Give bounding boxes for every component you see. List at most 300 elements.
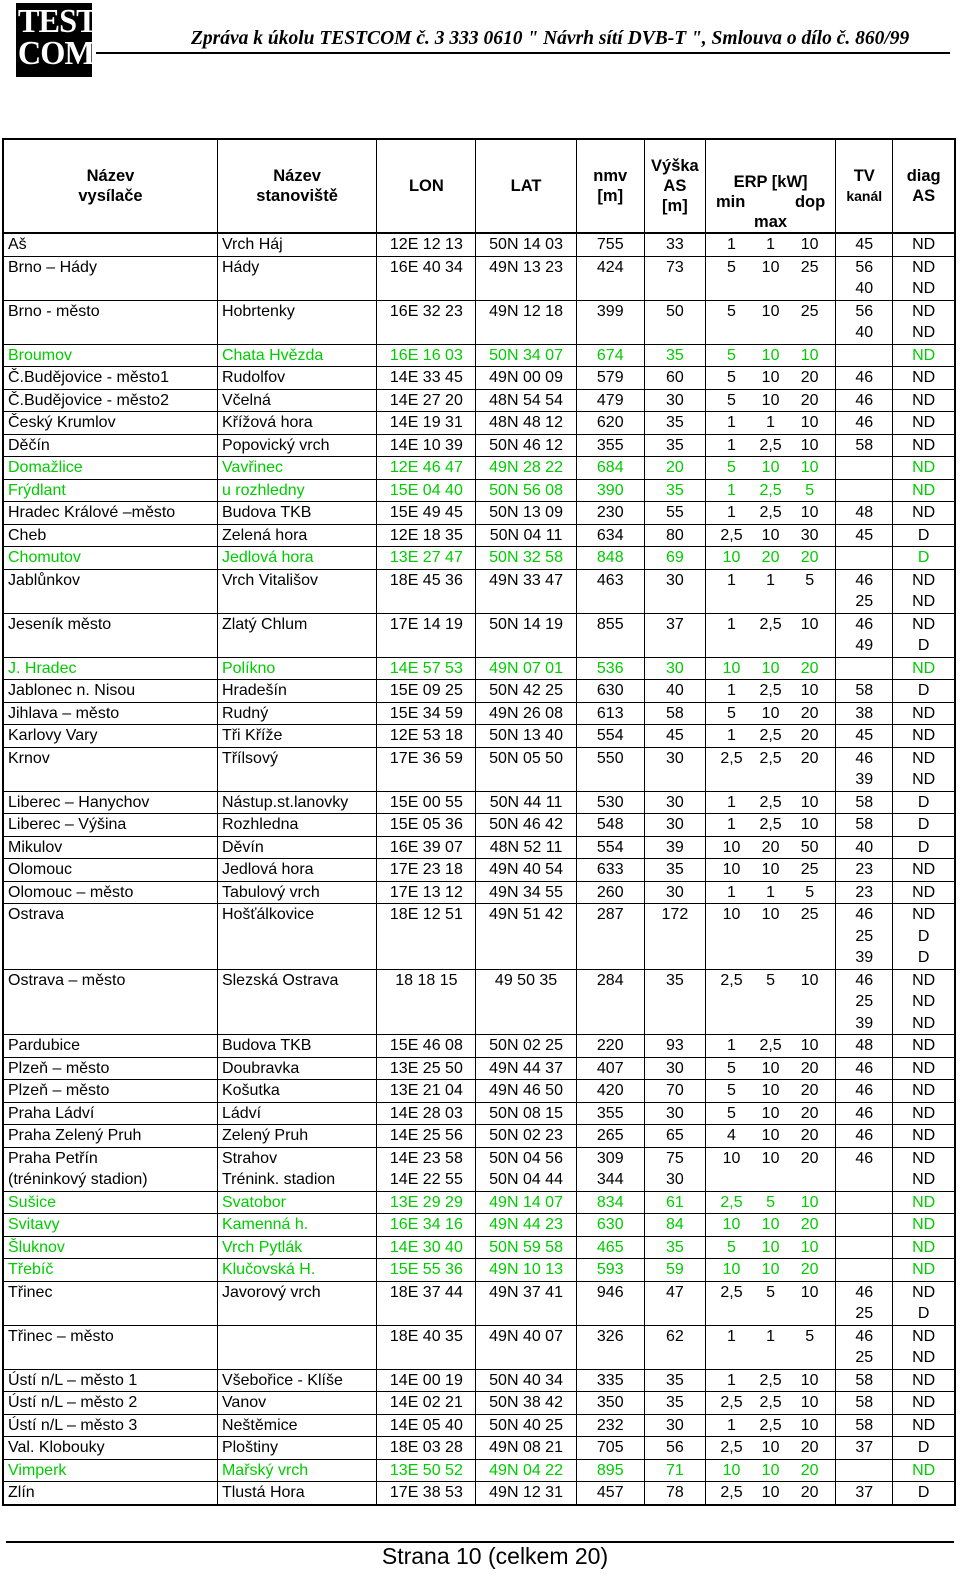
cell-diag	[893, 791, 955, 814]
cell-diag-line: ND	[912, 258, 936, 276]
cell-lat-line: 50N 32 58	[489, 549, 563, 566]
cell-vyska	[644, 547, 705, 570]
cell-lon-line: 15E 46 08	[389, 1037, 463, 1054]
cell-lon	[377, 524, 476, 547]
cell-tv-line: 25	[855, 1305, 874, 1322]
cell-vysilac	[3, 725, 217, 748]
cell-lat	[476, 479, 576, 502]
cell-lat	[476, 412, 576, 435]
cell-erp	[705, 657, 835, 680]
erp-values	[710, 480, 831, 502]
cell-diag-line: ND	[912, 1216, 936, 1233]
col-erp-max: max	[754, 213, 788, 231]
cell-stanoviste	[217, 389, 376, 412]
cell-nmv-line: 755	[596, 236, 624, 253]
cell-lon-line: 17E 23 18	[389, 861, 463, 878]
cell-diag	[893, 969, 955, 1035]
cell-nmv-line: 630	[596, 682, 624, 699]
cell-vyska-line: 70	[665, 1082, 684, 1099]
cell-diag	[893, 680, 955, 703]
cell-vysilac-line: Třinec	[8, 1283, 53, 1301]
cell-tv	[836, 904, 893, 970]
cell-tv	[836, 791, 893, 814]
cell-vyska-line: 39	[665, 838, 684, 856]
cell-nmv-line: 399	[596, 302, 624, 320]
cell-lon	[377, 569, 476, 613]
cell-diag-line: ND	[912, 280, 936, 297]
cell-diag	[893, 836, 955, 859]
cell-nmv	[576, 1236, 644, 1259]
cell-diag	[893, 412, 955, 435]
cell-lon-line: 17E 38 53	[389, 1484, 463, 1501]
erp-max: 20	[800, 369, 819, 386]
cell-nmv-line: 593	[596, 1261, 624, 1278]
cell-vyska-line: 33	[665, 236, 684, 253]
cell-tv	[836, 547, 893, 570]
cell-diag	[893, 1214, 955, 1237]
cell-stanoviste-line: Slezská Ostrava	[221, 971, 339, 989]
erp-dop: 10	[761, 1059, 780, 1077]
cell-nmv-line: 424	[596, 258, 624, 276]
cell-vysilac	[3, 1191, 217, 1214]
cell-nmv-line: 895	[596, 1461, 624, 1479]
cell-nmv	[576, 1191, 644, 1214]
erp-dop: 10	[761, 1104, 780, 1122]
cell-tv-line	[840, 480, 888, 502]
erp-min: 2,5	[720, 526, 743, 544]
cell-vyska-line: 35	[665, 414, 684, 431]
erp-min: 2,5	[720, 971, 743, 989]
cell-vysilac	[3, 680, 217, 703]
table-row	[3, 524, 955, 547]
cell-lon-line: 17E 14 19	[389, 615, 463, 633]
erp-values	[710, 837, 831, 859]
erp-min: 4	[727, 1127, 736, 1144]
cell-erp	[705, 747, 835, 791]
cell-diag-line: ND	[912, 436, 936, 454]
cell-vyska	[644, 613, 705, 657]
cell-vysilac	[3, 256, 217, 300]
cell-lon	[377, 1147, 476, 1191]
cell-vysilac	[3, 1482, 217, 1505]
erp-dop: 10	[761, 459, 780, 476]
cell-vyska-line: 30	[665, 883, 684, 901]
cell-lon	[377, 814, 476, 837]
cell-tv	[836, 1214, 893, 1237]
cell-lat	[476, 389, 576, 412]
table-row	[3, 725, 955, 748]
cell-vyska	[644, 859, 705, 882]
cell-stanoviste	[217, 412, 376, 435]
cell-lon-line: 14E 25 56	[389, 1127, 463, 1144]
cell-tv-line: 25	[855, 593, 874, 610]
erp-values	[710, 859, 831, 881]
cell-tv-line	[840, 1237, 888, 1259]
erp-max: 25	[800, 258, 819, 276]
cell-lat-line: 49N 00 09	[489, 369, 563, 386]
cell-vysilac-line: Krnov	[8, 749, 50, 767]
cell-nmv	[576, 657, 644, 680]
cell-lat	[476, 836, 576, 859]
erp-min: 2,5	[720, 749, 743, 767]
cell-nmv	[576, 1459, 644, 1482]
cell-vyska-line: 35	[665, 1371, 684, 1389]
cell-diag-line: ND	[912, 302, 936, 320]
cell-vyska	[644, 657, 705, 680]
cell-lon	[377, 367, 476, 390]
cell-nmv-line: 855	[596, 615, 624, 633]
table-row	[3, 1281, 955, 1325]
cell-lon-line: 18E 03 28	[389, 1439, 463, 1456]
erp-dop: 10	[761, 1082, 780, 1099]
cell-lon	[377, 1281, 476, 1325]
cell-nmv-line: 326	[596, 1327, 624, 1345]
cell-vysilac	[3, 747, 217, 791]
erp-dop: 20	[761, 549, 780, 566]
erp-min: 2,5	[720, 1193, 743, 1211]
col-nmv	[576, 139, 644, 233]
cell-lon	[377, 547, 476, 570]
cell-diag	[893, 1459, 955, 1482]
cell-lat-line: 49N 04 22	[489, 1461, 563, 1479]
cell-vyska	[644, 412, 705, 435]
cell-lat-line: 50N 04 56	[489, 1149, 563, 1167]
cell-vyska-line: 47	[665, 1283, 684, 1301]
page-number: Strana 10 (celkem 20)	[381, 1543, 609, 1569]
cell-stanoviste-line: Políkno	[221, 659, 276, 677]
cell-vyska-line: 20	[665, 459, 684, 476]
cell-erp	[705, 300, 835, 344]
cell-vyska	[644, 1369, 705, 1392]
erp-values	[710, 1035, 831, 1057]
cell-erp	[705, 613, 835, 657]
erp-dop: 10	[761, 1127, 780, 1144]
cell-stanoviste-line: Jedlová hora	[221, 549, 314, 566]
erp-min: 5	[727, 1104, 736, 1122]
erp-max: 10	[800, 1037, 819, 1054]
cell-stanoviste-line	[222, 1326, 372, 1348]
erp-min: 2,5	[720, 1283, 743, 1301]
erp-values	[710, 1392, 831, 1414]
cell-vyska-line: 50	[665, 302, 684, 320]
cell-diag-line: ND	[912, 1283, 936, 1301]
cell-lon-line: 15E 34 59	[389, 704, 463, 722]
cell-nmv-line: 536	[596, 659, 624, 677]
table-row	[3, 479, 955, 502]
erp-dop: 10	[761, 346, 780, 364]
cell-nmv	[576, 524, 644, 547]
cell-tv	[836, 836, 893, 859]
cell-tv	[836, 969, 893, 1035]
cell-diag	[893, 479, 955, 502]
erp-min: 5	[727, 258, 736, 276]
cell-vysilac	[3, 569, 217, 613]
cell-vysilac	[3, 1369, 217, 1392]
cell-vyska-line: 73	[665, 258, 684, 276]
cell-lon-line: 14E 19 31	[389, 414, 463, 431]
cell-diag-line: ND	[912, 771, 936, 788]
cell-vysilac-line: Praha Petřín	[8, 1149, 98, 1167]
erp-dop: 2,5	[759, 793, 782, 811]
cell-stanoviste	[217, 233, 376, 256]
cell-vyska-line: 56	[665, 1439, 684, 1456]
erp-dop: 1	[766, 1327, 776, 1345]
cell-nmv-line: 230	[596, 504, 624, 521]
col-vyska	[644, 139, 705, 233]
cell-tv	[836, 1057, 893, 1080]
cell-erp	[705, 434, 835, 457]
cell-vyska	[644, 1281, 705, 1325]
cell-nmv	[576, 1325, 644, 1369]
cell-diag-line: ND	[912, 1371, 936, 1389]
cell-lon-line: 18 18 15	[395, 971, 458, 989]
cell-nmv	[576, 1482, 644, 1505]
cell-vysilac-line: Plzeň – město	[8, 1059, 110, 1077]
erp-values	[710, 1370, 831, 1392]
erp-values	[710, 1080, 831, 1102]
cell-lon	[377, 969, 476, 1035]
cell-nmv-line: 946	[596, 1283, 624, 1301]
cell-vyska-line: 35	[665, 1394, 684, 1411]
cell-nmv-line: 407	[596, 1059, 624, 1077]
cell-lon	[377, 233, 476, 256]
cell-lon-line: 13E 50 52	[389, 1461, 463, 1479]
cell-tv-line: 58	[855, 682, 874, 699]
cell-nmv-line: 287	[596, 906, 624, 923]
cell-tv	[836, 1147, 893, 1191]
cell-diag-line: ND	[912, 481, 936, 499]
cell-diag-line: ND	[912, 1104, 936, 1122]
cell-vysilac	[3, 457, 217, 480]
logo-line-2: COM	[17, 35, 94, 72]
cell-lon	[377, 256, 476, 300]
erp-dop: 2,5	[759, 504, 782, 521]
cell-stanoviste-line: Ploštiny	[221, 1439, 278, 1456]
erp-max: 10	[800, 236, 819, 253]
cell-nmv	[576, 904, 644, 970]
erp-values	[710, 1437, 831, 1459]
cell-tv-line: 23	[855, 883, 874, 901]
erp-dop: 1	[766, 236, 776, 253]
erp-max: 20	[800, 1104, 819, 1122]
cell-lon-line: 14E 05 40	[389, 1416, 463, 1434]
erp-dop: 10	[761, 369, 780, 386]
cell-nmv-line: 220	[596, 1037, 624, 1054]
cell-tv-line: 40	[855, 280, 874, 297]
cell-nmv	[576, 859, 644, 882]
cell-vyska-line: 35	[665, 861, 684, 878]
erp-max: 20	[800, 1127, 819, 1144]
cell-lat-line: 50N 56 08	[489, 481, 563, 499]
erp-values	[710, 547, 831, 569]
cell-lon	[377, 1482, 476, 1505]
table-row	[3, 389, 955, 412]
cell-diag	[893, 389, 955, 412]
cell-lat-line: 49N 34 55	[489, 883, 563, 901]
erp-values	[710, 367, 831, 389]
cell-vysilac-line: Třebíč	[8, 1261, 54, 1278]
cell-lat	[476, 1191, 576, 1214]
erp-min: 1	[727, 883, 736, 901]
cell-vysilac	[3, 702, 217, 725]
erp-values	[710, 703, 831, 725]
cell-stanoviste	[217, 479, 376, 502]
table-header-row	[3, 139, 955, 233]
erp-values	[710, 1058, 831, 1080]
table-row	[3, 702, 955, 725]
cell-nmv	[576, 969, 644, 1035]
cell-vysilac	[3, 1414, 217, 1437]
cell-stanoviste	[217, 904, 376, 970]
cell-lat	[476, 569, 576, 613]
cell-tv	[836, 859, 893, 882]
cell-diag	[893, 613, 955, 657]
cell-nmv	[576, 791, 644, 814]
cell-tv-line: 46	[855, 391, 874, 409]
table-row	[3, 1414, 955, 1437]
cell-tv-line: 37	[855, 1439, 874, 1456]
erp-max: 10	[800, 1193, 819, 1211]
col-erp-title: ERP [kW]	[733, 173, 808, 191]
erp-max: 10	[800, 1238, 819, 1256]
erp-dop: 1	[766, 414, 776, 431]
cell-lon	[377, 1125, 476, 1148]
cell-vysilac	[3, 1281, 217, 1325]
cell-vysilac-line: Broumov	[8, 346, 73, 364]
cell-lon	[377, 859, 476, 882]
cell-tv	[836, 1392, 893, 1415]
erp-min: 10	[722, 1216, 741, 1233]
cell-tv	[836, 1191, 893, 1214]
cell-stanoviste-line: Trénink. stadion	[221, 1171, 336, 1188]
cell-lat-line: 49N 44 23	[489, 1216, 563, 1233]
cell-lat	[476, 1125, 576, 1148]
cell-lon	[377, 457, 476, 480]
cell-tv	[836, 1459, 893, 1482]
cell-lat-line: 49N 26 08	[489, 704, 563, 722]
cell-vyska-line: 30	[665, 1104, 684, 1122]
erp-max: 30	[800, 526, 819, 544]
cell-diag-line: ND	[912, 727, 936, 744]
cell-diag	[893, 1191, 955, 1214]
cell-stanoviste	[217, 1236, 376, 1259]
erp-values	[710, 435, 831, 457]
cell-vysilac	[3, 479, 217, 502]
table-row	[3, 1080, 955, 1103]
erp-dop: 10	[761, 1484, 780, 1501]
cell-vysilac	[3, 344, 217, 367]
cell-vyska	[644, 367, 705, 390]
cell-lat	[476, 1437, 576, 1460]
erp-min: 10	[722, 838, 741, 856]
cell-diag	[893, 233, 955, 256]
erp-max: 20	[800, 659, 819, 677]
cell-nmv-line: 674	[596, 346, 624, 364]
erp-dop: 2,5	[759, 1371, 782, 1389]
cell-vysilac-line: Jihlava – město	[8, 704, 120, 722]
erp-dop: 10	[761, 302, 780, 320]
cell-tv-line: 58	[855, 816, 874, 833]
erp-min: 5	[727, 1238, 736, 1256]
cell-nmv-line: 705	[596, 1439, 624, 1456]
cell-lat	[476, 1259, 576, 1282]
cell-diag	[893, 1080, 955, 1103]
cell-tv-line: 46	[855, 1283, 874, 1301]
cell-lon-line: 12E 12 13	[389, 236, 463, 253]
cell-stanoviste-line: Vanov	[221, 1394, 267, 1411]
cell-erp	[705, 1437, 835, 1460]
cell-lat	[476, 613, 576, 657]
cell-vysilac	[3, 814, 217, 837]
cell-stanoviste	[217, 344, 376, 367]
cell-lon	[377, 434, 476, 457]
erp-min: 1	[727, 1416, 736, 1434]
cell-lon	[377, 1080, 476, 1103]
cell-diag-line: ND	[912, 1193, 936, 1211]
cell-lat	[476, 657, 576, 680]
cell-stanoviste-line: Včelná	[221, 391, 271, 409]
cell-stanoviste	[217, 657, 376, 680]
cell-vysilac	[3, 547, 217, 570]
cell-tv	[836, 814, 893, 837]
cell-vysilac	[3, 1102, 217, 1125]
cell-lon-line: 18E 40 35	[389, 1327, 463, 1345]
col-erp	[705, 139, 835, 233]
erp-dop: 20	[761, 838, 780, 856]
cell-nmv	[576, 1214, 644, 1237]
cell-vysilac	[3, 524, 217, 547]
cell-lon	[377, 502, 476, 525]
cell-diag	[893, 524, 955, 547]
cell-tv	[836, 569, 893, 613]
cell-stanoviste-line: Křížová hora	[221, 414, 313, 431]
cell-stanoviste-line: Rudolfov	[221, 369, 286, 386]
col-diag-l2: AS	[912, 187, 936, 205]
cell-lat-line: 49N 37 41	[489, 1283, 563, 1301]
cell-stanoviste-line: Hošťálkovice	[221, 906, 315, 923]
cell-nmv	[576, 1080, 644, 1103]
cell-diag	[893, 1102, 955, 1125]
cell-tv-line: 37	[855, 1484, 874, 1501]
cell-stanoviste	[217, 613, 376, 657]
page-header	[0, 0, 960, 80]
cell-tv	[836, 747, 893, 791]
col-tv-l1: TV	[853, 167, 875, 185]
cell-vyska-line: 80	[665, 526, 684, 544]
cell-tv	[836, 434, 893, 457]
cell-vysilac-line: Jeseník město	[8, 615, 112, 633]
cell-vyska	[644, 1080, 705, 1103]
cell-diag-line: ND	[912, 906, 936, 923]
cell-vysilac	[3, 1437, 217, 1460]
cell-lat-line: 50N 42 25	[489, 682, 563, 699]
cell-tv-line: 58	[855, 436, 874, 454]
erp-min: 5	[727, 1059, 736, 1077]
cell-stanoviste	[217, 702, 376, 725]
cell-lat-line: 49N 07 01	[489, 659, 563, 677]
table-row	[3, 680, 955, 703]
cell-tv-line: 46	[855, 1149, 874, 1167]
cell-nmv	[576, 1147, 644, 1191]
cell-vysilac-line: Brno – Hády	[8, 258, 97, 276]
cell-tv	[836, 1325, 893, 1369]
erp-dop: 2,5	[759, 1394, 782, 1411]
cell-stanoviste-line: Tlustá Hora	[221, 1484, 305, 1501]
cell-vyska-line: 35	[665, 971, 684, 989]
cell-diag	[893, 1236, 955, 1259]
cell-vyska	[644, 233, 705, 256]
erp-min: 1	[727, 236, 736, 253]
